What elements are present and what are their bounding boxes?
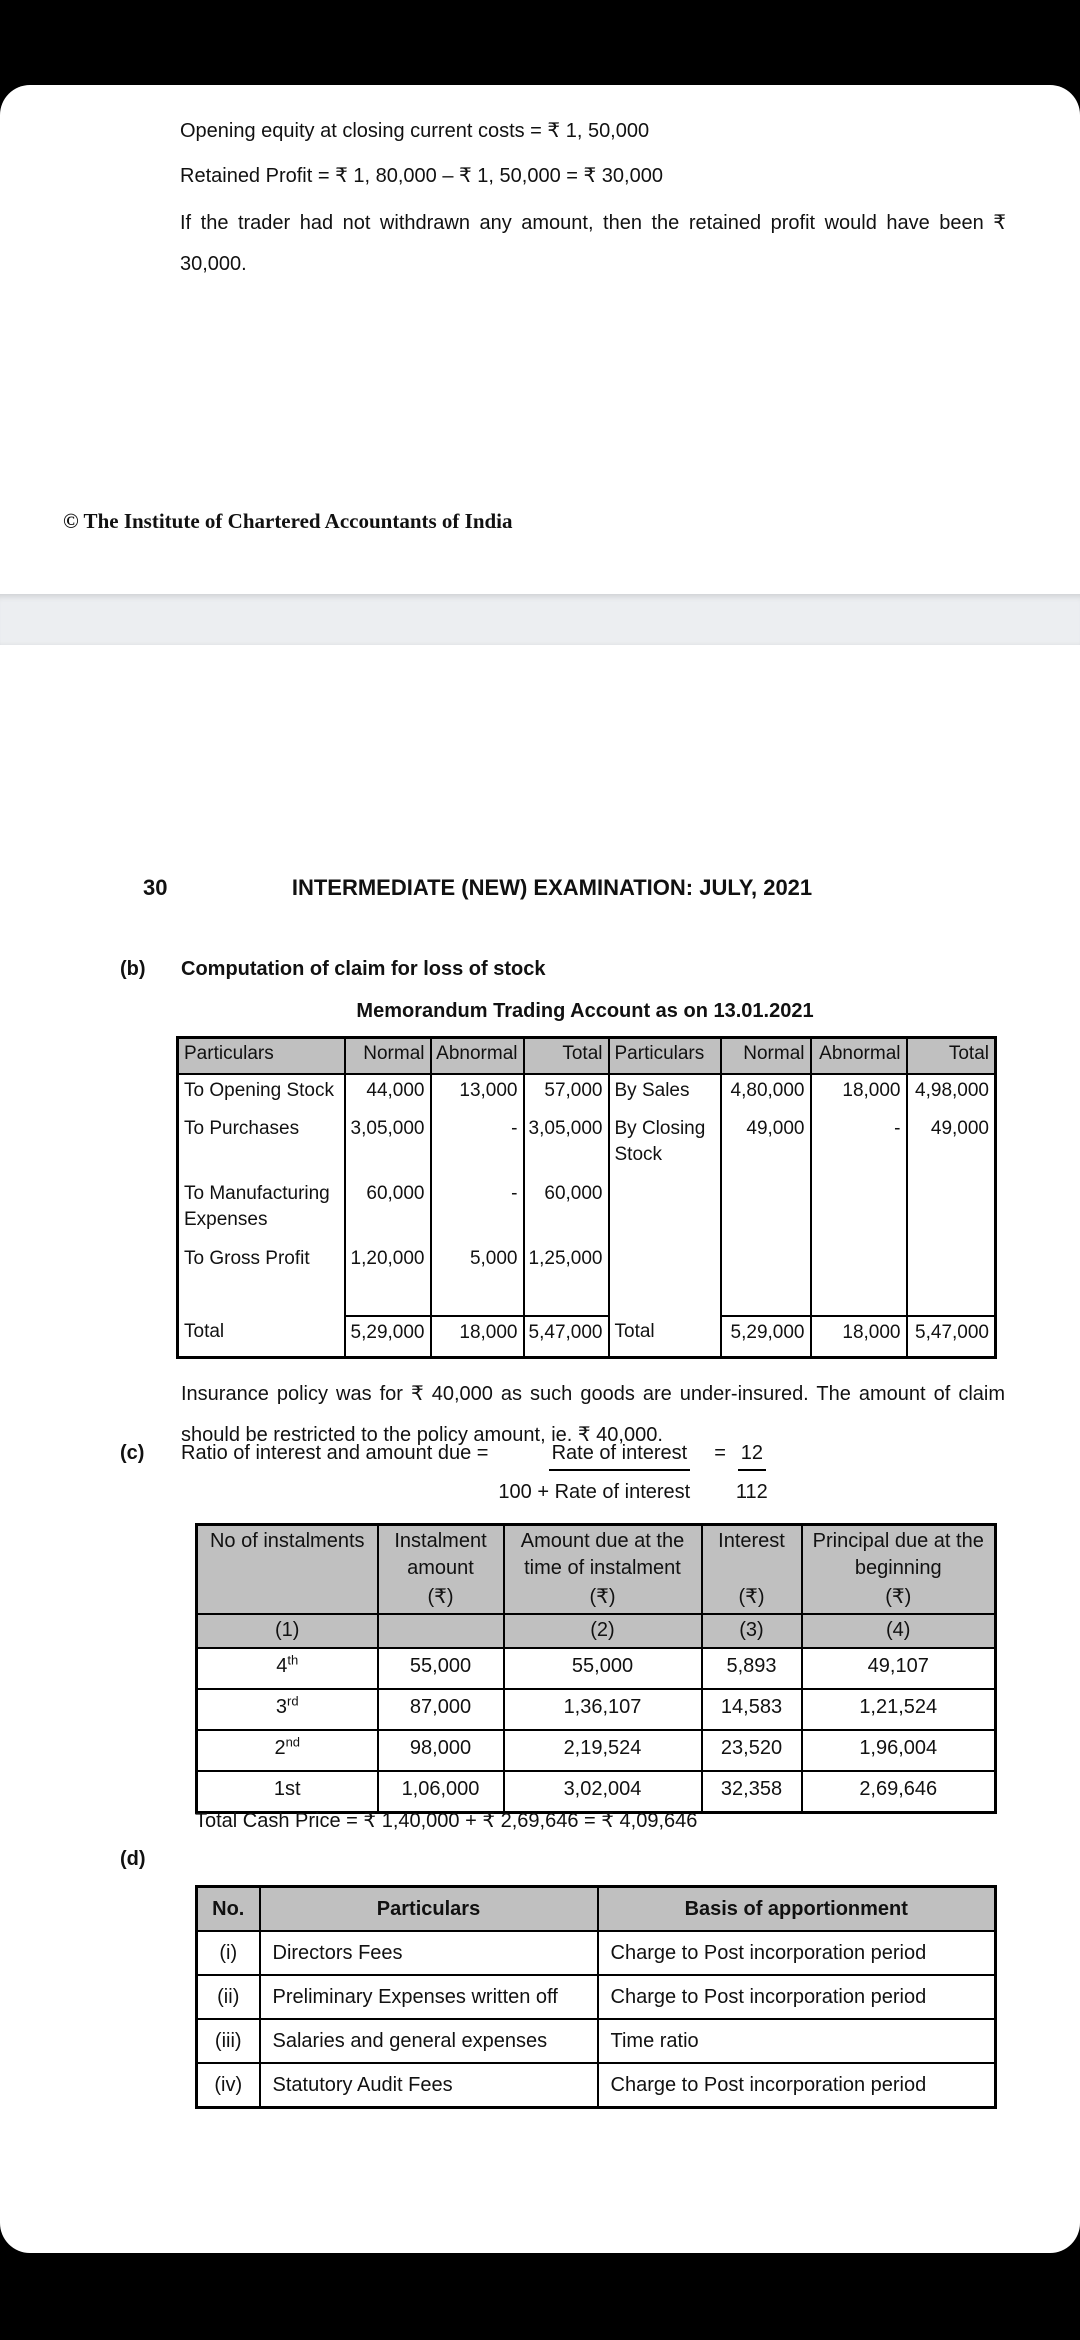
- header-cell: Total: [524, 1038, 609, 1075]
- cell: 3,05,000: [524, 1113, 609, 1178]
- fraction-rate: [498, 1437, 690, 1508]
- cell: 23,520: [702, 1730, 802, 1771]
- cell: 32,358: [702, 1771, 802, 1813]
- header-cell: Particulars: [260, 1887, 598, 1932]
- cell: (1): [197, 1614, 378, 1648]
- header-cell: Abnormal: [431, 1038, 524, 1075]
- trading-table-title: Memorandum Trading Account as on 13.01.2021: [356, 1000, 814, 1022]
- header-cell: Amount due at the time of instalment (₹): [504, 1525, 702, 1615]
- cell: 2,69,646: [802, 1771, 996, 1813]
- trading-row: [178, 1113, 996, 1178]
- copyright-line: © The Institute of Chartered Accountants of India: [63, 509, 513, 533]
- cell: 3,02,004: [504, 1771, 702, 1813]
- cell: [431, 1282, 524, 1316]
- cell: 2,19,524: [504, 1730, 702, 1771]
- cell: [178, 1282, 345, 1316]
- cell: 44,000: [345, 1074, 431, 1113]
- cell: [524, 1282, 609, 1316]
- page-number: 30: [143, 875, 168, 900]
- document-page-1[interactable]: [0, 85, 1080, 594]
- header-cell: No.: [197, 1887, 260, 1932]
- cell: [609, 1282, 721, 1316]
- cell: 3rd: [197, 1689, 378, 1730]
- cell: [345, 1282, 431, 1316]
- cell: [811, 1178, 907, 1243]
- header-cell: Abnormal: [811, 1038, 907, 1075]
- cell: 18,000: [811, 1074, 907, 1113]
- cell: (iii): [197, 2019, 260, 2063]
- cell: 49,000: [907, 1113, 996, 1178]
- apportionment-row: [197, 2063, 996, 2108]
- instalment-header-row: [197, 1525, 996, 1615]
- cell: 1,21,524: [802, 1689, 996, 1730]
- header-cell: Interest (₹): [702, 1525, 802, 1615]
- header-cell: Total: [907, 1038, 996, 1075]
- cell: [609, 1243, 721, 1282]
- cell: Total: [178, 1316, 345, 1358]
- cell: 4th: [197, 1648, 378, 1689]
- cell: 5,29,000: [345, 1316, 431, 1358]
- cell: 13,000: [431, 1074, 524, 1113]
- navigation-bar: [0, 2253, 1080, 2340]
- cell: 5,000: [431, 1243, 524, 1282]
- cell: Charge to Post incorporation period: [598, 1931, 996, 1975]
- cell: 1st: [197, 1771, 378, 1813]
- cell: [811, 1243, 907, 1282]
- cell: (3): [702, 1614, 802, 1648]
- cell: 1,96,004: [802, 1730, 996, 1771]
- cell: [721, 1178, 811, 1243]
- cell: 18,000: [811, 1316, 907, 1358]
- cell: Charge to Post incorporation period: [598, 2063, 996, 2108]
- header-cell: Particulars: [178, 1038, 345, 1075]
- cell: Statutory Audit Fees: [260, 2063, 598, 2108]
- cell: [907, 1178, 996, 1243]
- header-cell: Basis of apportionment: [598, 1887, 996, 1932]
- cell: Salaries and general expenses: [260, 2019, 598, 2063]
- column-number-row: [197, 1614, 996, 1648]
- cell: 87,000: [378, 1689, 504, 1730]
- cell: 5,47,000: [524, 1316, 609, 1358]
- trading-total-row: [178, 1316, 996, 1358]
- cell: 55,000: [378, 1648, 504, 1689]
- cell: (i): [197, 1931, 260, 1975]
- cell: [721, 1243, 811, 1282]
- fraction-numerator: 12: [738, 1437, 766, 1471]
- section-b-heading: Computation of claim for loss of stock: [181, 958, 546, 980]
- cell: 2nd: [197, 1730, 378, 1771]
- trading-spacer-row: [178, 1282, 996, 1316]
- page-separator: [0, 594, 1080, 645]
- cell: 60,000: [345, 1178, 431, 1243]
- cell: To Manufacturing Expenses: [178, 1178, 345, 1243]
- cell: 1,20,000: [345, 1243, 431, 1282]
- cell: 4,80,000: [721, 1074, 811, 1113]
- apportionment-header-row: [197, 1887, 996, 1932]
- cell: 5,893: [702, 1648, 802, 1689]
- instalment-table: [195, 1523, 997, 1814]
- cell: 5,29,000: [721, 1316, 811, 1358]
- section-c-formula: [120, 1437, 768, 1508]
- cell: (2): [504, 1614, 702, 1648]
- equation-line-2: Retained Profit = ₹ 1, 80,000 – ₹ 1, 50,000 = ₹ 30,000: [180, 165, 663, 187]
- cell: [609, 1178, 721, 1243]
- cell: Directors Fees: [260, 1931, 598, 1975]
- apportionment-row: [197, 1931, 996, 1975]
- cell: [721, 1282, 811, 1316]
- cell: 18,000: [431, 1316, 524, 1358]
- section-b-label: (b): [120, 958, 146, 980]
- cell: By Sales: [609, 1074, 721, 1113]
- section-c-label: (c): [120, 1442, 145, 1464]
- page-header: [0, 875, 1080, 901]
- cell: To Gross Profit: [178, 1243, 345, 1282]
- cell: 57,000: [524, 1074, 609, 1113]
- cell: 5,47,000: [907, 1316, 996, 1358]
- body-paragraph: If the trader had not withdrawn any amount, then the retained profit would have been ₹ 30,000.: [180, 212, 1006, 275]
- insurance-note: Insurance policy was for ₹ 40,000 as such goods are under-insured. The amount of claim should be restricted to the policy amount, ie. ₹ 40,000.: [181, 1383, 1005, 1446]
- apportionment-row: [197, 2019, 996, 2063]
- cell: To Opening Stock: [178, 1074, 345, 1113]
- instalment-row: [197, 1730, 996, 1771]
- trading-row: [178, 1074, 996, 1113]
- header-cell: Normal: [345, 1038, 431, 1075]
- header-cell: Normal: [721, 1038, 811, 1075]
- cell: 55,000: [504, 1648, 702, 1689]
- cell: (ii): [197, 1975, 260, 2019]
- header-cell: Particulars: [609, 1038, 721, 1075]
- cell: 49,000: [721, 1113, 811, 1178]
- cell: By Closing Stock: [609, 1113, 721, 1178]
- cell: (iv): [197, 2063, 260, 2108]
- formula-lead: Ratio of interest and amount due =: [181, 1442, 489, 1464]
- cell: 14,583: [702, 1689, 802, 1730]
- cell: -: [431, 1113, 524, 1178]
- cell: -: [811, 1113, 907, 1178]
- apportionment-row: [197, 1975, 996, 2019]
- trading-row: [178, 1243, 996, 1282]
- status-bar: [0, 0, 1080, 85]
- cell: Total: [609, 1316, 721, 1358]
- header-cell: Instalment amount (₹): [378, 1525, 504, 1615]
- header-cell: Principal due at the beginning (₹): [802, 1525, 996, 1615]
- cell: 98,000: [378, 1730, 504, 1771]
- cell: [811, 1282, 907, 1316]
- fraction-numerator: Rate of interest: [549, 1437, 691, 1471]
- cell: To Purchases: [178, 1113, 345, 1178]
- total-cash-price-line: Total Cash Price = ₹ 1,40,000 + ₹ 2,69,646 = ₹ 4,09,646: [195, 1810, 698, 1832]
- cell: [378, 1614, 504, 1648]
- cell: -: [431, 1178, 524, 1243]
- instalment-row: [197, 1689, 996, 1730]
- trading-header-row: [178, 1038, 996, 1075]
- equals-sign: =: [714, 1442, 726, 1464]
- cell: 60,000: [524, 1178, 609, 1243]
- cell: (4): [802, 1614, 996, 1648]
- document-page-2[interactable]: [0, 645, 1080, 2253]
- fraction-denominator: 100 + Rate of interest: [498, 1481, 691, 1503]
- cell: 1,06,000: [378, 1771, 504, 1813]
- exam-title: INTERMEDIATE (NEW) EXAMINATION: JULY, 2021: [291, 875, 813, 900]
- cell: Preliminary Expenses written off: [260, 1975, 598, 2019]
- cell: 4,98,000: [907, 1074, 996, 1113]
- cell: 1,36,107: [504, 1689, 702, 1730]
- memorandum-trading-table: [176, 1036, 997, 1359]
- apportionment-table: [195, 1885, 997, 2109]
- fraction-value: [736, 1437, 768, 1508]
- instalment-row: [197, 1648, 996, 1689]
- header-cell: No of instalments: [197, 1525, 378, 1615]
- equation-line-1: Opening equity at closing current costs = ₹ 1, 50,000: [180, 120, 650, 142]
- cell: 49,107: [802, 1648, 996, 1689]
- section-d-label: (d): [120, 1848, 146, 1870]
- cell: [907, 1282, 996, 1316]
- cell: [907, 1243, 996, 1282]
- cell: 3,05,000: [345, 1113, 431, 1178]
- trading-row: [178, 1178, 996, 1243]
- cell: Time ratio: [598, 2019, 996, 2063]
- fraction-denominator: 112: [735, 1481, 768, 1503]
- cell: Charge to Post incorporation period: [598, 1975, 996, 2019]
- cell: 1,25,000: [524, 1243, 609, 1282]
